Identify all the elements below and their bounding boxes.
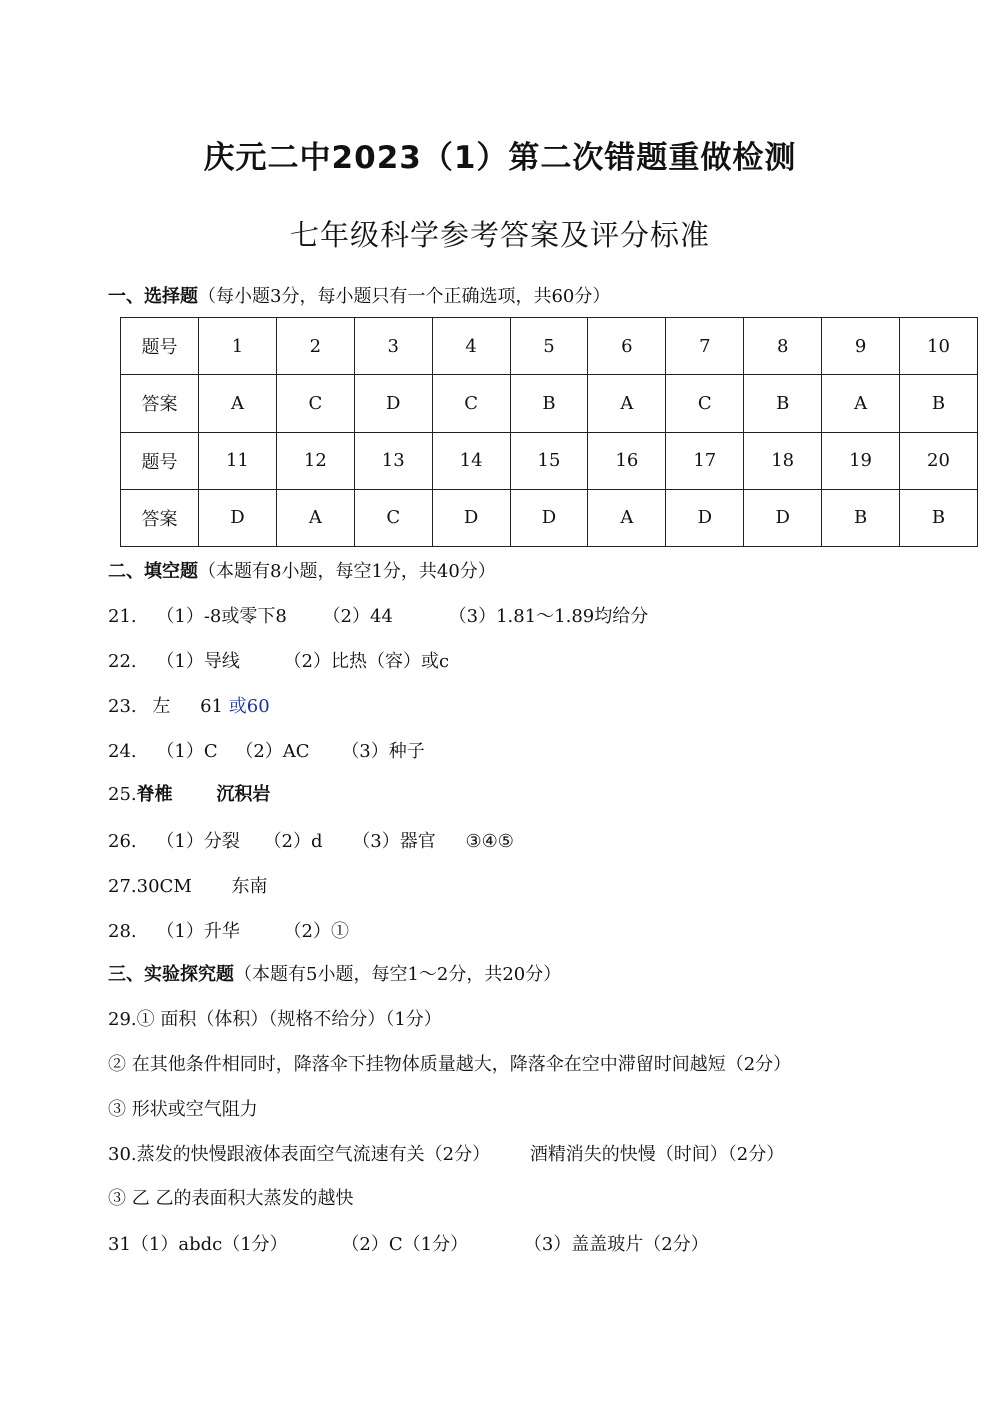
answer-23: [108, 695, 270, 719]
table-cell: 20: [900, 432, 978, 489]
table-row-numbers-2: [121, 432, 978, 489]
table-cell: D: [744, 489, 822, 546]
table-cell: C: [432, 375, 510, 432]
answer-28: [108, 920, 349, 944]
answer-part: （2）比热（容）或c: [283, 651, 450, 672]
answer-part: 沉积岩: [216, 784, 271, 805]
question-number: 27.: [108, 876, 137, 897]
answer-21: [108, 605, 648, 629]
section2-note: （本题有8小题，每空1分，共40分）: [198, 561, 496, 582]
table-cell: 6: [588, 318, 666, 375]
table-cell: 3: [354, 318, 432, 375]
table-cell: 10: [900, 318, 978, 375]
answer-part: （2）C（1分）: [341, 1234, 469, 1255]
table-cell: B: [900, 375, 978, 432]
answer-part: 31（1）abdc（1分）: [108, 1234, 288, 1255]
answer-29-2: ② 在其他条件相同时，降落伞下挂物体质量越大，降落伞在空中滞留时间越短（2分）: [108, 1054, 792, 1075]
answer-30-2: ③ 乙 乙的表面积大蒸发的越快: [108, 1188, 354, 1209]
section2-title: 二、填空题: [108, 561, 198, 582]
section2-heading: [108, 560, 496, 584]
table-row-answers-2: [121, 489, 978, 546]
row-label: 题号: [121, 318, 199, 375]
table-cell: 19: [822, 432, 900, 489]
table-cell: 16: [588, 432, 666, 489]
row-label: 答案: [121, 375, 199, 432]
section1-title: 一、选择题: [108, 286, 198, 307]
table-cell: 18: [744, 432, 822, 489]
question-number: 26.: [108, 831, 137, 852]
question-number: 23.: [108, 696, 137, 717]
answer-part: 脊椎: [136, 784, 173, 805]
table-cell: A: [822, 375, 900, 432]
table-cell: 9: [822, 318, 900, 375]
answer-part: 61: [200, 696, 224, 717]
table-cell: 14: [432, 432, 510, 489]
answer-part: （1）-8或零下8: [156, 606, 287, 627]
question-number: 25.: [108, 784, 137, 805]
table-cell: B: [744, 375, 822, 432]
table-cell: A: [588, 375, 666, 432]
table-cell: B: [900, 489, 978, 546]
page-title: 庆元二中2023（1）第二次错题重做检测: [203, 140, 797, 176]
answer-part: （3）1.81～1.89均给分: [448, 606, 649, 627]
answer-part: 30.蒸发的快慢跟液体表面空气流速有关（2分）: [108, 1144, 491, 1165]
answer-part: （3）种子: [341, 741, 425, 762]
answer-part: 东南: [231, 876, 268, 897]
answer-part: （2）d: [263, 831, 323, 852]
table-cell: C: [276, 375, 354, 432]
table-cell: 15: [510, 432, 588, 489]
row-label: 答案: [121, 489, 199, 546]
table-row-answers-1: [121, 375, 978, 432]
answer-24: [108, 740, 425, 764]
answer-part: 30CM: [136, 876, 192, 897]
answer-22: [108, 650, 449, 674]
table-cell: 8: [744, 318, 822, 375]
table-row-numbers-1: [121, 318, 978, 375]
table-cell: B: [510, 375, 588, 432]
answer-part-alt: 或60: [228, 696, 270, 717]
section3-note: （本题有5小题，每空1～2分，共20分）: [234, 964, 562, 985]
answer-part: （1）C: [156, 741, 218, 762]
answer-part: （2）①: [283, 921, 350, 942]
table-cell: 11: [199, 432, 277, 489]
table-cell: D: [510, 489, 588, 546]
table-cell: B: [822, 489, 900, 546]
answer-part: （1）分裂: [156, 831, 240, 852]
table-cell: D: [354, 375, 432, 432]
section1-heading: [108, 285, 610, 309]
answer-part: （2）44: [322, 606, 393, 627]
section3-heading: [108, 963, 561, 987]
answer-table: [120, 317, 978, 547]
answer-29-3: ③ 形状或空气阻力: [108, 1099, 258, 1120]
row-label: 题号: [121, 432, 199, 489]
question-number: 22.: [108, 651, 137, 672]
answer-29-1: 29.① 面积（体积）（规格不给分）（1分）: [108, 1009, 442, 1030]
answer-25: [108, 783, 270, 807]
answer-part: 酒精消失的快慢（时间）（2分）: [529, 1144, 785, 1165]
table-cell: 5: [510, 318, 588, 375]
page-subtitle: 七年级科学参考答案及评分标准: [289, 218, 710, 252]
table-cell: D: [666, 489, 744, 546]
answer-part: 左: [152, 696, 171, 717]
table-cell: A: [588, 489, 666, 546]
table-cell: 17: [666, 432, 744, 489]
table-cell: 1: [199, 318, 277, 375]
table-cell: A: [276, 489, 354, 546]
answer-part: （1）导线: [156, 651, 240, 672]
answer-30-1: [108, 1143, 784, 1167]
table-cell: A: [199, 375, 277, 432]
answer-part: （2）AC: [235, 741, 310, 762]
answer-31: [108, 1233, 709, 1257]
table-cell: 4: [432, 318, 510, 375]
table-cell: D: [432, 489, 510, 546]
table-cell: 2: [276, 318, 354, 375]
table-cell: C: [354, 489, 432, 546]
answer-part: （1）升华: [156, 921, 240, 942]
question-number: 21.: [108, 606, 137, 627]
section1-note: （每小题3分，每小题只有一个正确选项，共60分）: [198, 286, 611, 307]
table-cell: 13: [354, 432, 432, 489]
question-number: 28.: [108, 921, 137, 942]
table-cell: C: [666, 375, 744, 432]
table-cell: 7: [666, 318, 744, 375]
table-cell: 12: [276, 432, 354, 489]
section3-title: 三、实验探究题: [108, 964, 234, 985]
table-cell: D: [199, 489, 277, 546]
answer-part: （3）盖盖玻片（2分）: [523, 1234, 709, 1255]
answer-27: [108, 875, 267, 899]
answer-part: （3）器官: [352, 831, 436, 852]
question-number: 24.: [108, 741, 137, 762]
answer-26: [108, 830, 514, 854]
answer-part: ③④⑤: [465, 831, 514, 852]
